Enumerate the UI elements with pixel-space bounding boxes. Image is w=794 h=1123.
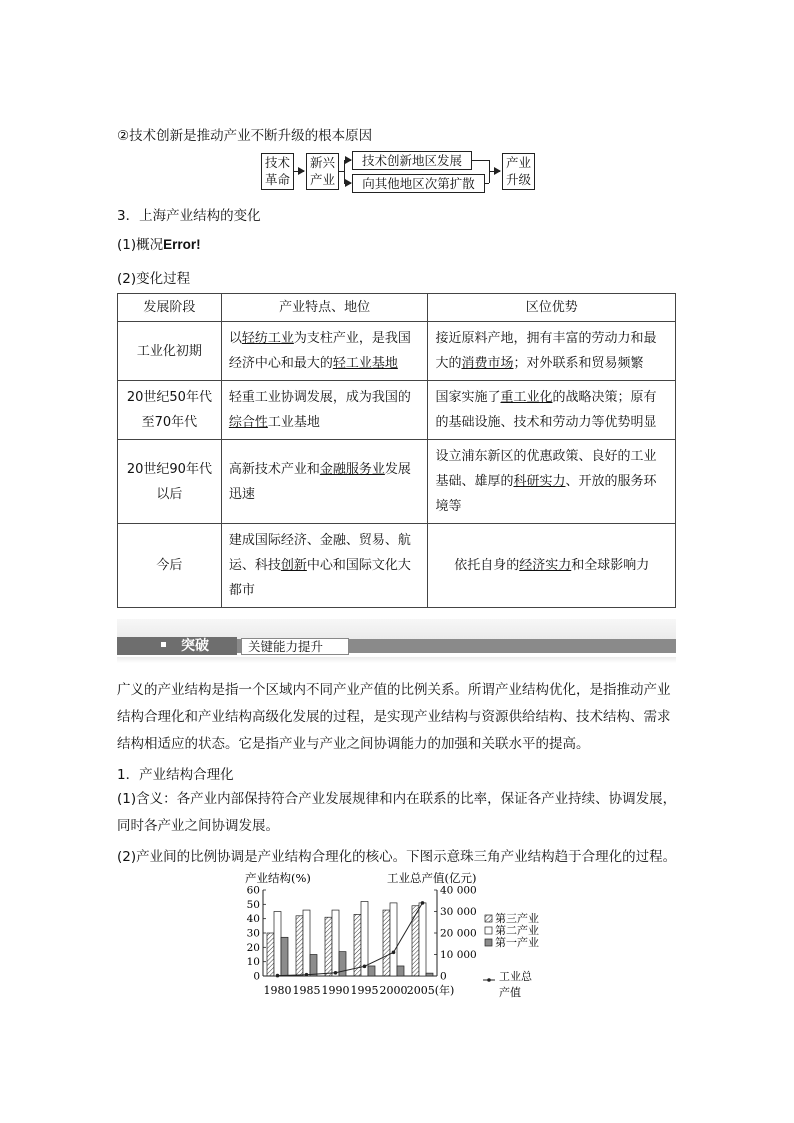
cell-text: 以	[228, 331, 242, 346]
y2-tick-label: 40 000	[440, 884, 477, 897]
flow-box-text: 新兴	[309, 155, 335, 170]
flow-box-text: 技术	[264, 155, 290, 170]
bar-第一产业	[310, 955, 317, 977]
flow-box-diffusion	[352, 174, 485, 193]
bar-第二产业	[419, 903, 426, 976]
x-tick-label: 1980	[263, 984, 292, 997]
table-row	[118, 381, 676, 440]
y-tick-label: 50	[246, 898, 260, 911]
cell-underlined: 重工业化	[500, 390, 553, 405]
cell-text: 为支柱产业，是我国经济中心和最大的	[228, 331, 411, 371]
square-bullet-icon	[161, 642, 166, 647]
banner-label: 突破	[181, 638, 209, 654]
shanghai-industry-table	[117, 293, 676, 608]
cell-underlined: 综合性	[228, 415, 268, 430]
legend-swatch	[485, 927, 492, 934]
process-heading: (2)变化过程	[117, 271, 191, 287]
feature-cell	[221, 440, 428, 524]
table-header: 产业特点、地位	[221, 294, 428, 322]
advantage-cell	[428, 322, 676, 381]
stage-cell: 今后	[118, 524, 222, 608]
cell-text: 国家实施了	[435, 390, 501, 405]
bar-第一产业	[281, 937, 288, 976]
flow-connector	[484, 183, 489, 184]
x-tick-label: 2005(年)	[406, 984, 455, 997]
error-text: Error!	[163, 237, 201, 252]
bar-第三产业	[296, 916, 303, 976]
y-tick-label: 40	[246, 913, 260, 926]
bar-第一产业	[368, 966, 375, 976]
x-tick-label: 1990	[321, 984, 350, 997]
bar-第二产业	[303, 910, 310, 976]
section-heading: 3．上海产业结构的变化	[117, 208, 261, 224]
banner-label-bg	[117, 637, 237, 655]
stage-cell: 工业化初期	[118, 322, 222, 381]
bar-第二产业	[274, 912, 281, 977]
bar-第一产业	[426, 973, 433, 976]
legend-label: 第三产业	[495, 912, 539, 925]
bar-第三产业	[412, 906, 419, 976]
flow-box-text: 产业	[505, 155, 531, 170]
point-industrial-output	[392, 951, 396, 955]
feature-cell	[221, 524, 428, 608]
flow-connector	[471, 160, 489, 161]
y2-axis-title: 工业总产值(亿元)	[387, 871, 477, 885]
overview-line	[117, 233, 201, 253]
cell-text: 发展迅速	[228, 461, 411, 502]
subheading-1: 1．产业结构合理化	[117, 767, 234, 783]
advantage-cell	[428, 524, 676, 608]
flow-box-text: 向其他地区次第扩散	[362, 176, 475, 191]
cell-text: 和全球影响力	[571, 558, 650, 573]
y2-tick-label: 20 000	[440, 927, 477, 940]
cell-text: 高新技术产业和	[228, 461, 320, 477]
flow-box-text: 升级	[505, 172, 531, 187]
bar-第二产业	[390, 903, 397, 976]
intro-paragraph: 广义的产业结构是指一个区域内不同产业产值的比例关系。所谓产业结构优化，是指推动产业结构合理化和产业结构高级化发展的过程，是实现产业结构与资源供给结构、技术结构、需求结构相适应的状态。它是指产业与产业之间协调能力的加强和关联水平的提高。	[117, 682, 671, 752]
flow-box-upgrade	[502, 153, 535, 190]
cell-text: 工业基地	[267, 415, 320, 430]
stage-cell: 20世纪90年代以后	[118, 440, 222, 524]
cell-text: 依托自身的	[454, 558, 520, 573]
legend-label: 工业总	[499, 970, 532, 983]
legend-point	[487, 978, 491, 982]
cell-underlined: 消费市场	[461, 356, 514, 371]
flow-arrow	[293, 171, 304, 172]
y2-tick-label: 10 000	[440, 949, 477, 961]
cell-text: 中心和国际文化大都市	[228, 558, 411, 598]
core-paragraph: (2)产业间的比例协调是产业结构合理化的核心。下图示意珠三角产业结构趋于合理化的过程。	[117, 849, 677, 865]
overview-label: (1)概况	[117, 237, 164, 253]
flow-box-innovation-region	[352, 151, 472, 170]
table-header: 发展阶段	[118, 294, 222, 322]
legend-label: 产值	[499, 986, 521, 999]
advantage-cell	[428, 440, 676, 524]
y2-tick-label: 30 000	[440, 906, 477, 918]
table-header-row	[118, 294, 676, 322]
bar-第三产业	[354, 914, 361, 976]
x-tick-label: 1995	[350, 984, 379, 997]
cell-underlined: 科研实力	[513, 474, 566, 489]
flow-arrow	[344, 183, 351, 184]
point-industrial-output	[334, 971, 338, 975]
bar-第二产业	[332, 910, 339, 976]
y-tick-label: 60	[246, 884, 260, 897]
legend-swatch	[485, 915, 492, 922]
table-header: 区位优势	[428, 294, 676, 322]
stage-cell: 20世纪50年代至70年代	[118, 381, 222, 440]
y-tick-label: 20	[246, 941, 260, 954]
industry-structure-chart	[235, 870, 565, 1010]
y-tick-label: 0	[253, 970, 260, 983]
cell-text: 建成国际经济、金融、贸易、航运、科技	[228, 533, 411, 573]
point-industrial-output	[363, 965, 367, 969]
banner-sub-label: 关键能力提升	[241, 638, 349, 655]
cell-text: 的战略决策；原有的基础设施、技术和劳动力等优势明显	[435, 390, 657, 430]
banner-shadow	[117, 657, 676, 663]
bar-第三产业	[383, 910, 390, 976]
y-tick-label: 10	[246, 956, 260, 969]
cell-text: ；对外联系和贸易频繁	[513, 356, 644, 371]
flow-caption: ②技术创新是推动产业不断升级的根本原因	[117, 128, 373, 144]
table-row	[118, 322, 676, 381]
x-tick-label: 2000	[379, 984, 408, 997]
advantage-cell	[428, 381, 676, 440]
cell-text: 接近原料产地，拥有丰富的劳动力和最大的	[435, 331, 657, 371]
flow-arrow	[344, 160, 351, 161]
cell-text: 设立浦东新区的优惠政策、良好的工业基础、雄厚的	[435, 449, 657, 489]
cell-text: 、开放的服务环境等	[435, 474, 657, 514]
flow-box-text: 革命	[264, 172, 290, 187]
table-row	[118, 524, 676, 608]
bar-第一产业	[397, 966, 404, 976]
flow-box-new-industry	[306, 153, 339, 190]
point-industrial-output	[276, 974, 280, 978]
bar-第一产业	[339, 952, 346, 976]
feature-cell	[221, 381, 428, 440]
cell-underlined: 创新	[280, 558, 307, 573]
section-banner	[117, 619, 676, 665]
meaning-paragraph: (1)含义：各产业内部保持符合产业发展规律和内在联系的比率，保证各产业持续、协调发展，同时各产业之间协调发展。	[117, 791, 677, 834]
flow-arrow	[489, 171, 500, 172]
bar-第三产业	[267, 933, 274, 976]
cell-underlined: 经济实力	[519, 558, 572, 573]
flow-box-text: 产业	[309, 172, 335, 187]
legend-label: 第二产业	[495, 924, 539, 937]
cell-underlined: 轻工业基地	[332, 356, 398, 371]
bar-第三产业	[325, 917, 332, 976]
table-row	[118, 440, 676, 524]
y2-tick-label: 0	[440, 970, 447, 983]
y-tick-label: 30	[246, 927, 260, 940]
cell-underlined: 金融服务业	[319, 461, 385, 477]
legend-label: 第一产业	[495, 936, 539, 949]
legend-swatch	[485, 939, 492, 946]
point-industrial-output	[305, 973, 309, 977]
cell-text: 轻重工业协调发展，成为我国的	[228, 390, 411, 405]
cell-underlined: 轻纺工业	[241, 331, 294, 346]
feature-cell	[221, 322, 428, 381]
point-industrial-output	[421, 901, 425, 905]
x-tick-label: 1985	[292, 984, 321, 997]
flow-box-text: 技术创新地区发展	[361, 153, 462, 168]
y-axis-title: 产业结构(%)	[245, 871, 311, 885]
flow-box-tech-revolution	[261, 153, 294, 190]
